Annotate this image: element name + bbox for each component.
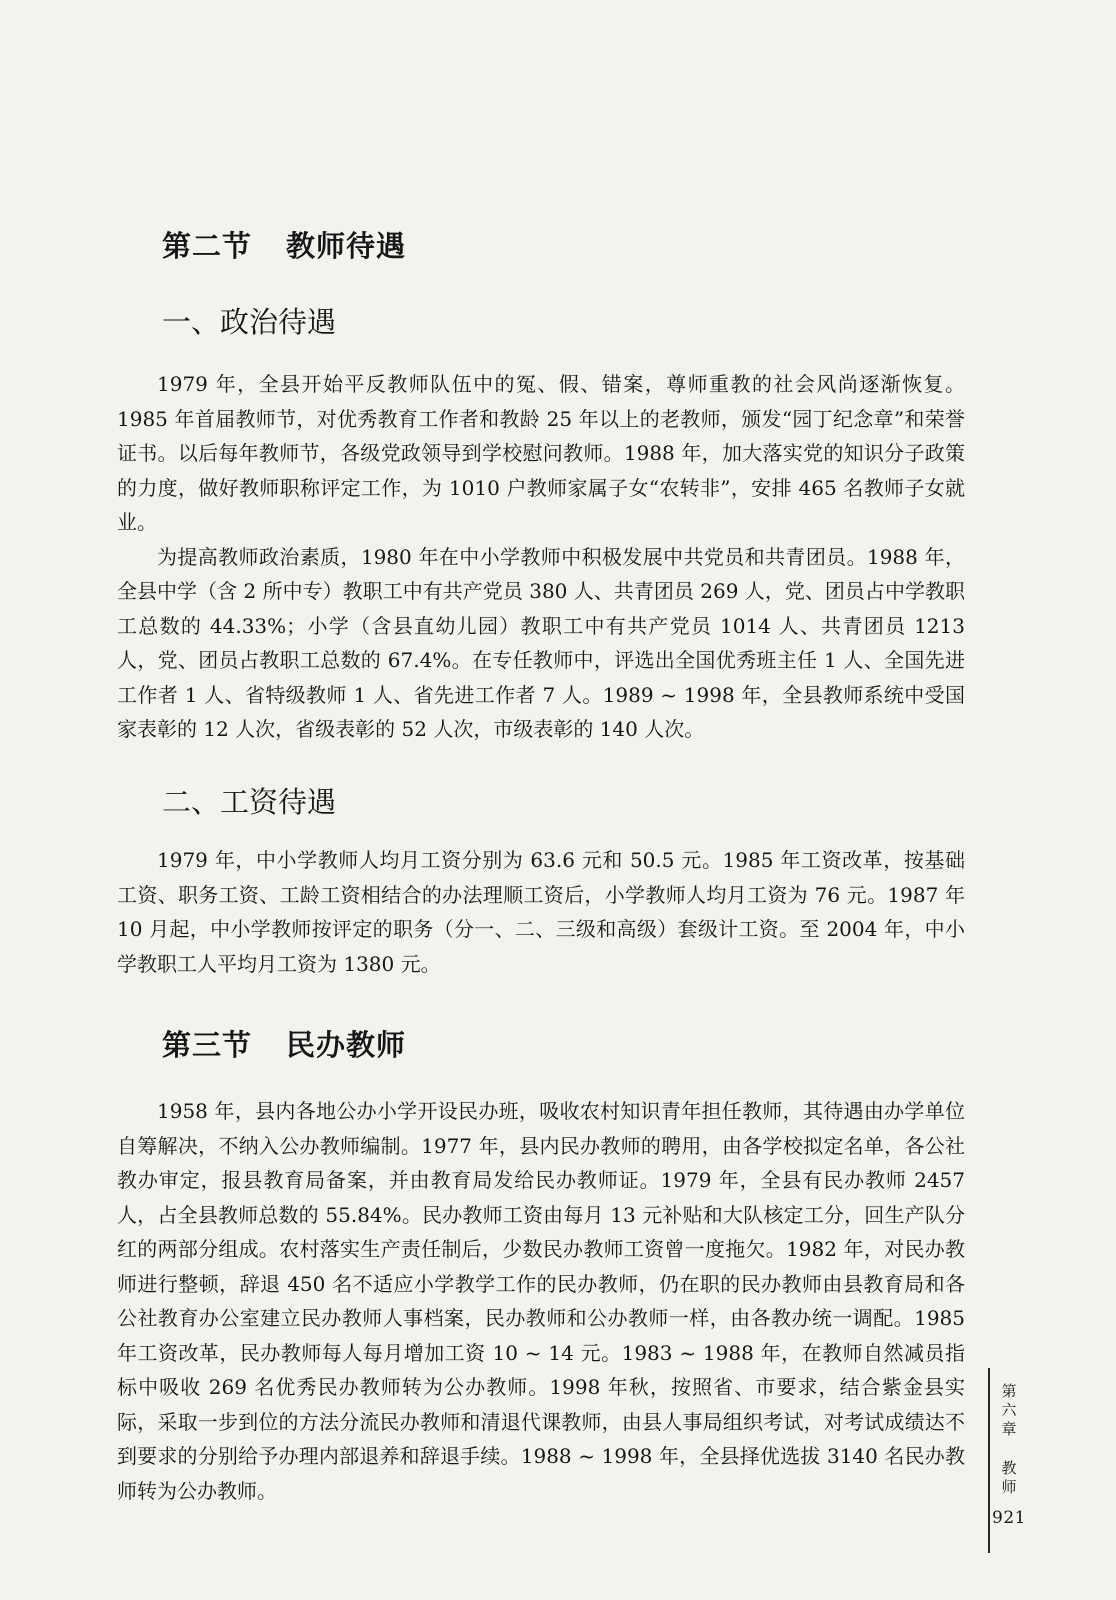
paragraph: 1958 年，县内各地公办小学开设民办班，吸收农村知识青年担任教师，其待遇由办学单位自筹解决，不纳入公办教师编制。1977 年，县内民办教师的聘用，由各学校拟定名单，各公社教办审定，报县教育局备案，并由教育局发给民办教师证。1979 年，全县有民办教师 2457 人，占全县教师总数的 55.84%。民办教师工资由每月 13 元补贴和大队核定工分，回生产队分红的两部分组成。农村落实生产责任制后，少数民办教师工资曾一度拖欠。1982 年，对民办教师进行整顿，辞退 450 名不适应小学教学工作的民办教师，仍在职的民办教师由县教育局和各公社教育办公室建立民办教师人事档案，民办教师和公办教师一样，由各教办统一调配。1985 年工资改革，民办教师每人每月增加工资 10 ~ 14 元。1983 ~ 1988 年，在教师自然减员指标中吸收 269 名优秀民办教师转为公办教师。1998 年秋，按照省、市要求，结合紫金县实际，采取一步到位的方法分流民办教师和清退代课教师，由县人事局组织考试，对考试成绩达不到要求的分别给予办理内部退养和辞退手续。1988 ~ 1998 年，全县择优选拔 3140 名民办教师转为公办教师。 [117,1099,965,1503]
section-number: 第三节 [162,1028,253,1062]
subsection-heading-political-treatment: 一、政治待遇 [162,305,337,339]
running-sidebar [992,1382,1026,1528]
section-heading-community-teachers [162,1023,406,1064]
salary-treatment-body [117,843,965,981]
section-number: 第二节 [162,229,253,263]
paragraph: 1979 年，中小学教师人均月工资分别为 63.6 元和 50.5 元。1985 年工资改革，按基础工资、职务工资、工龄工资相结合的办法理顺工资后，小学教师人均月工资为 76 元。1987 年 10 月起，中小学教师按评定的职务（分一、二、三级和高级）套级计工资。至 2004 年，中小学教职工人平均月工资为 1380 元。 [117,848,965,976]
section-heading-teacher-treatment [162,224,406,265]
chapter-topic: 教师 [1001,1459,1017,1496]
section-title: 教师待遇 [286,229,407,263]
political-treatment-body [117,367,965,747]
subsection-heading-salary-treatment: 二、工资待遇 [162,785,337,819]
paragraph: 为提高教师政治素质，1980 年在中小学教师中积极发展中共党员和共青团员。1988 年，全县中学（含 2 所中专）教职工中有共产党员 380 人、共青团员 269 人，党、团员占中学教职工总数的 44.33%；小学（含县直幼儿园）教职工中有共产党员 1014 人、共青团员 1213 人，党、团员占教职工总数的 67.4%。在专任教师中，评选出全国优秀班主任 1 人、全国先进工作者 1 人、省特级教师 1 人、省先进工作者 7 人。1989 ~ 1998 年，全县教师系统中受国家表彰的 12 人次，省级表彰的 52 人次，市级表彰的 140 人次。 [117,544,965,741]
paragraph: 1979 年，全县开始平反教师队伍中的冤、假、错案，尊师重教的社会风尚逐渐恢复。1985 年首届教师节，对优秀教育工作者和教龄 25 年以上的老教师，颁发“园丁纪念章”和荣誉证书。以后每年教师节，各级党政领导到学校慰问教师。1988 年，加大落实党的知识分子政策的力度，做好教师职称评定工作，为 1010 户教师家属子女“农转非”，安排 465 名教师子女就业。 [117,372,965,534]
chapter-label: 第六章 [1001,1382,1017,1438]
section-title: 民办教师 [286,1028,407,1062]
community-teachers-body [117,1094,965,1508]
margin-rule [988,1368,990,1553]
page-number: 921 [992,1508,1026,1528]
